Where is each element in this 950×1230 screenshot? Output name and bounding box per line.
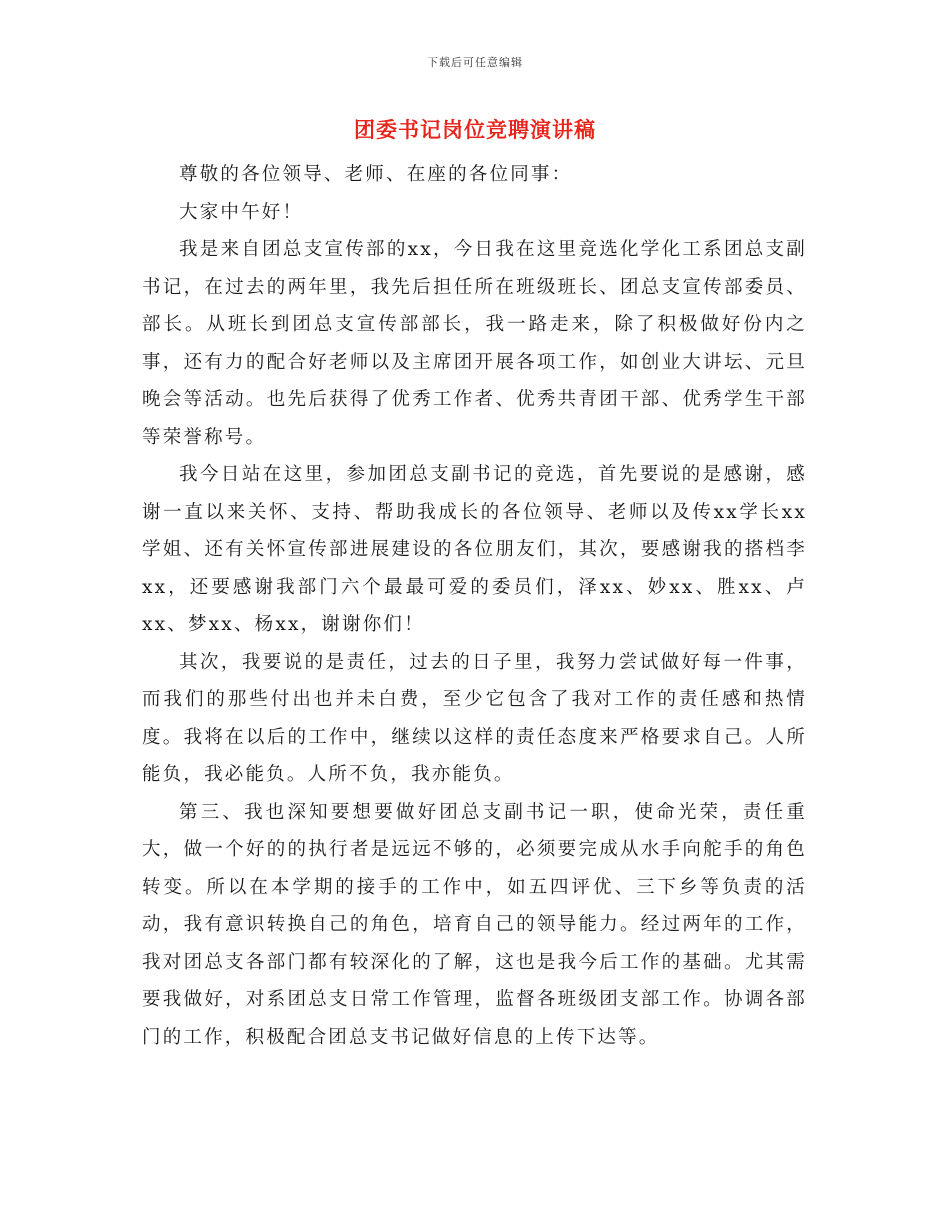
paragraph-greeting: 大家中午好！ [179, 201, 304, 223]
page-header-note: 下载后可任意编辑 [427, 56, 523, 69]
paragraph-salutation: 尊敬的各位领导、老师、在座的各位同事： [179, 164, 573, 185]
document-title: 团委书记岗位竞聘演讲稿 [354, 117, 596, 142]
paragraph-introduction: 我是来自团总支宣传部的xx，今日我在这里竞选化学化工系团总支副书记，在过去的两年里，我先后担任所在班级班长、团总支宣传部委员、部长。从班长到团总支宣传部部长，我一路走来，除了积极做好份内之事，还有力的配合好老师以及主席团开展各项工作，如创业大讲坛、元旦晚会等活动。也先后获得了优秀工作者、优秀共青团干部、优秀学生干部等荣誉称号。 [142, 239, 807, 448]
paragraph-third-point: 第三、我也深知要想要做好团总支副书记一职，使命光荣，责任重大，做一个好的的执行者是远远不够的，必须要完成从水手向舵手的角色转变。所以在本学期的接手的工作中，如五四评优、三下乡等负责的活动，我有意识转换自己的角色，培育自己的领导能力。经过两年的工作，我对团总支各部门都有较深化的了解，这也是我今后工作的基础。尤其需要我做好，对系团总支日常工作管理，监督各班级团支部工作。协调各部门的工作，积极配合团总支书记做好信息的上传下达等。 [142, 801, 807, 1048]
paragraph-thanks: 我今日站在这里，参加团总支副书记的竞选，首先要说的是感谢，感谢一直以来关怀、支持、帮助我成长的各位领导、老师以及传xx学长xx学姐、还有关怀宣传部进展建设的各位朋友们，其次，要感谢我的搭档李xx，还要感谢我部门六个最最可爱的委员们，泽xx、妙xx、胜xx、卢xx、梦xx、杨xx，谢谢你们！ [142, 464, 807, 635]
paragraph-responsibility: 其次，我要说的是责任，过去的日子里，我努力尝试做好每一件事，而我们的那些付出也并未白费，至少它包含了我对工作的责任感和热情度。我将在以后的工作中，继续以这样的责任态度来严格要求自己。人所能负，我必能负。人所不负，我亦能负。 [142, 651, 807, 785]
document-body [142, 156, 807, 1056]
